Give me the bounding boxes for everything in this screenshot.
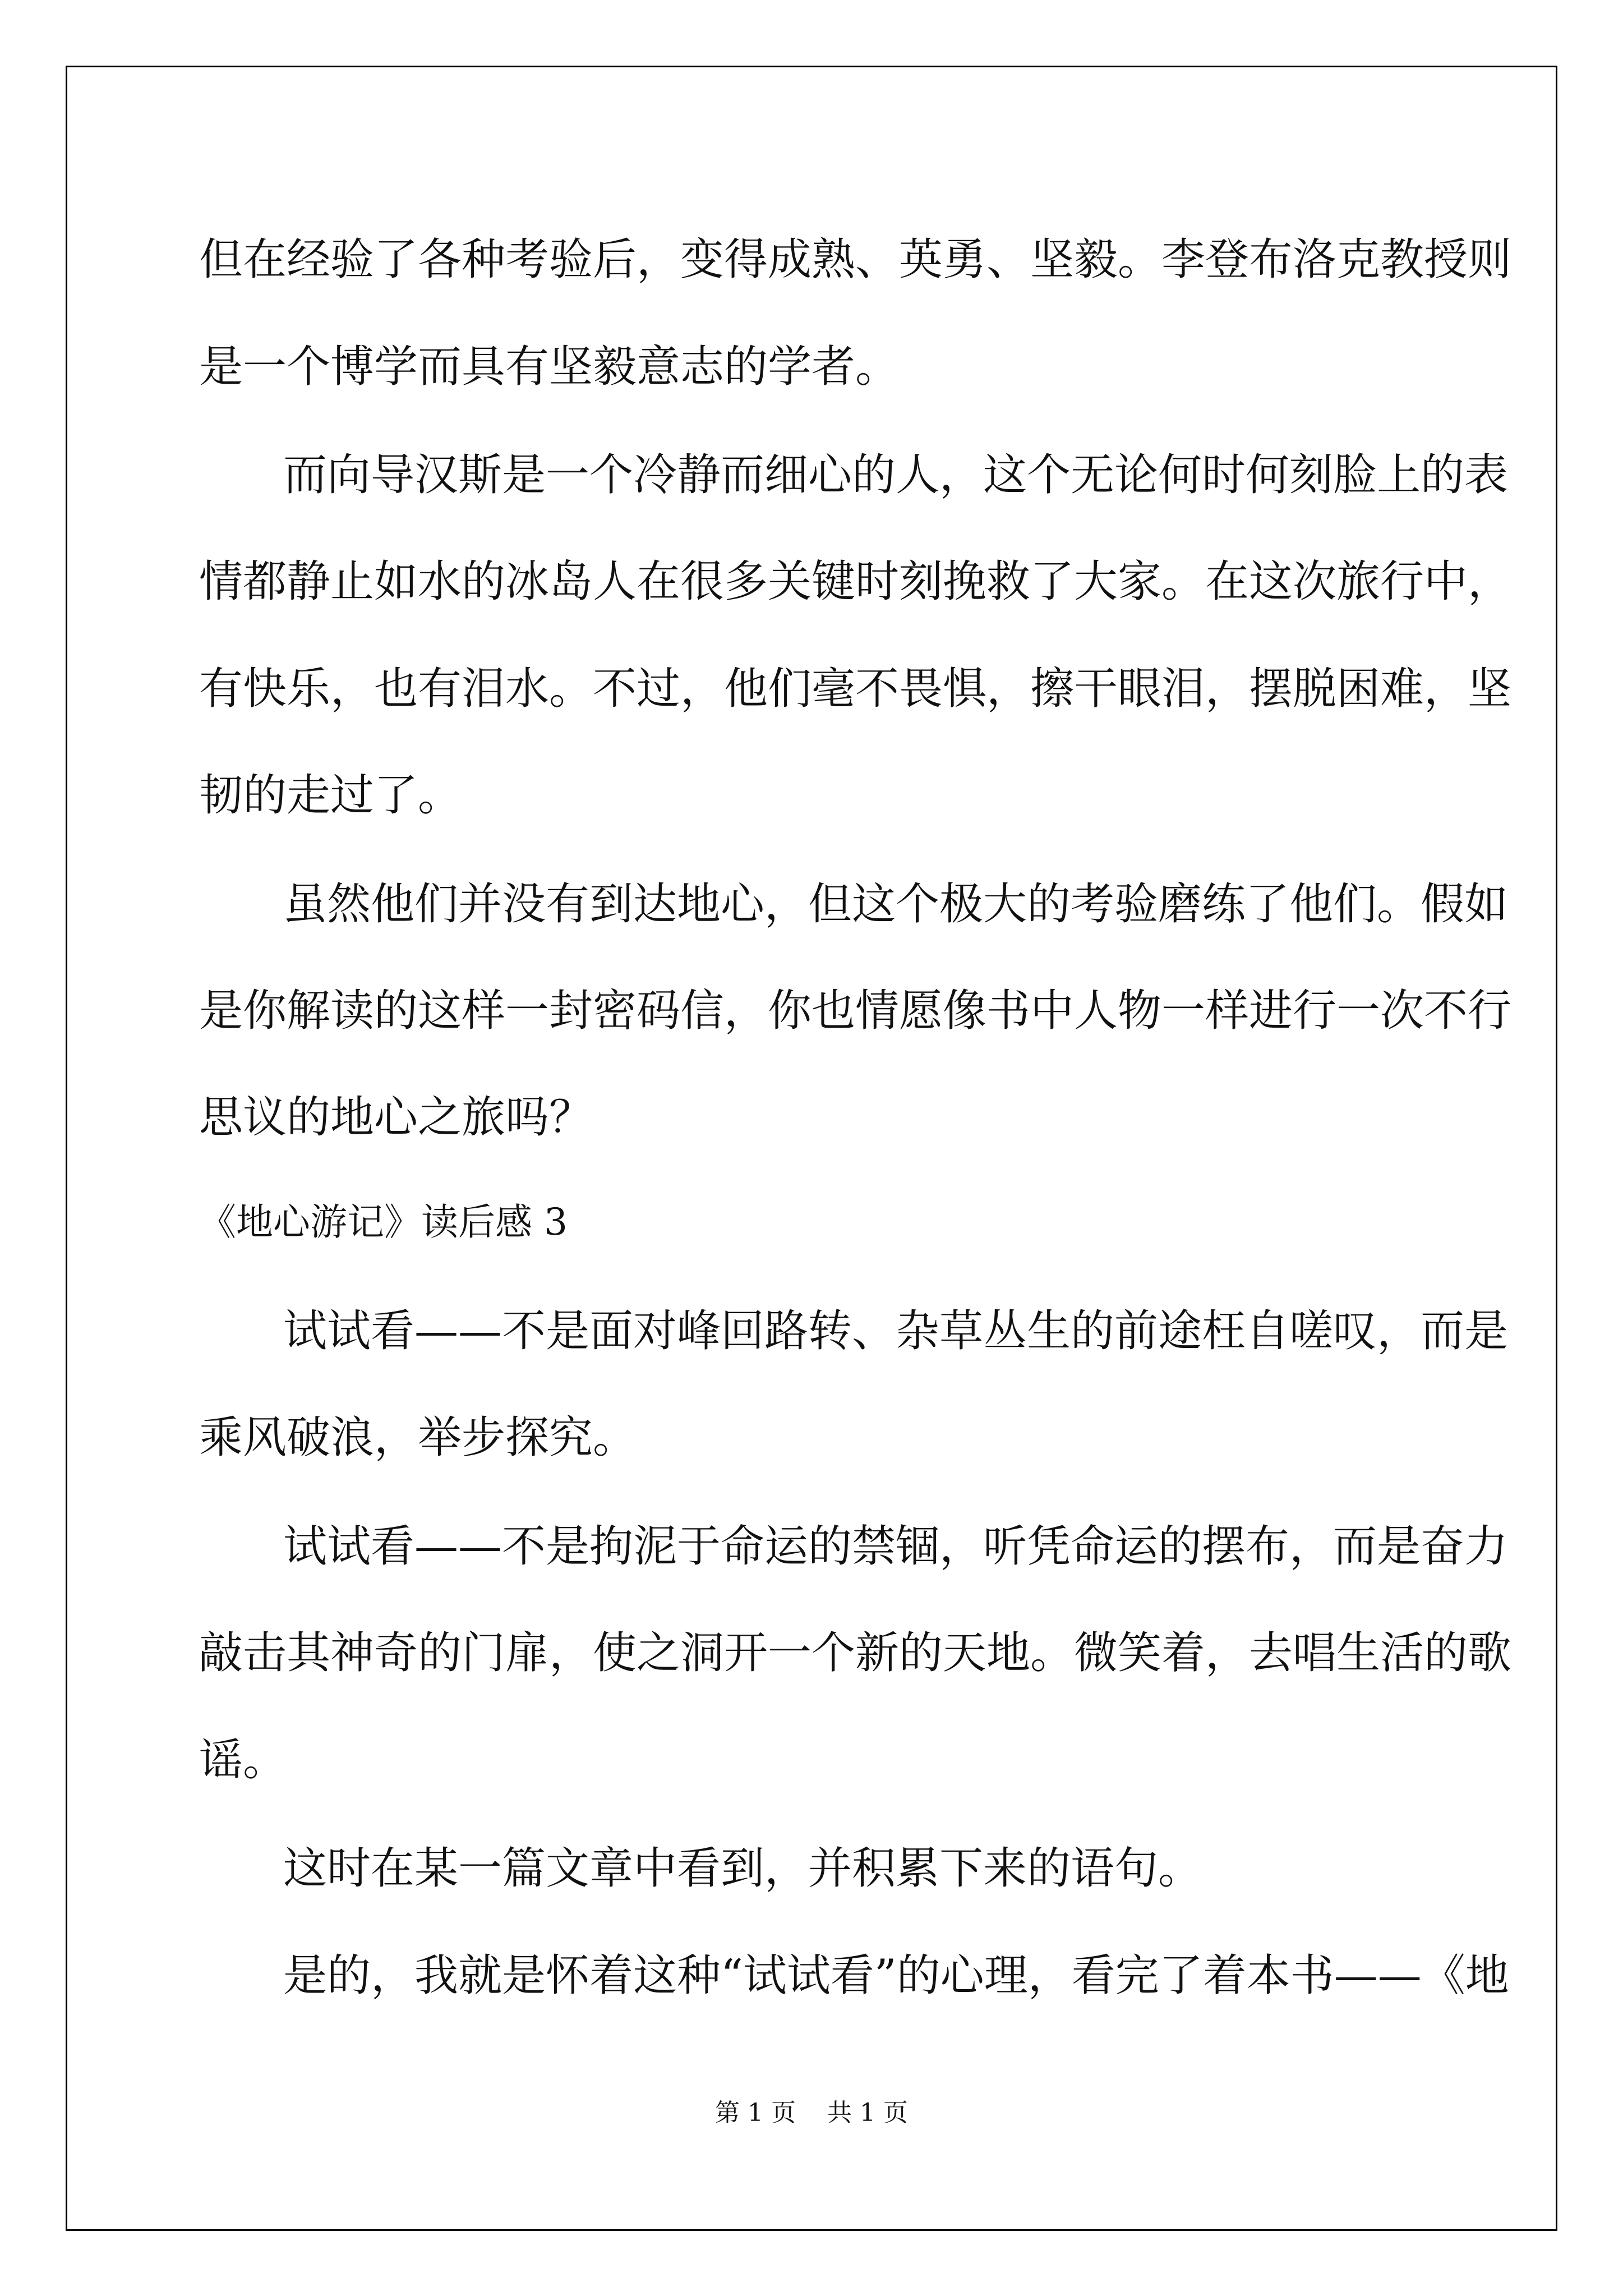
text-line: 但在经验了各种考验后，变得成熟、英勇、坚毅。李登布洛克教授则 (199, 234, 1512, 285)
text-line: 虽然他们并没有到达地心，但这个极大的考验磨练了他们。假如 (283, 879, 1509, 930)
text-line: 情都静止如水的冰岛人在很多关键时刻挽救了大家。在这次旅行中， (199, 556, 1512, 607)
text-line: 这时在某一篇文章中看到，并积累下来的语句。 (283, 1843, 1202, 1894)
text-line: 试试看——不是拘泥于命运的禁锢，听凭命运的摆布，而是奋力 (283, 1521, 1509, 1572)
text-line: 是一个博学而具有坚毅意志的学者。 (199, 342, 900, 392)
text-line: 敲击其神奇的门扉，使之洞开一个新的天地。微笑着，去唱生活的歌 (199, 1628, 1512, 1678)
text-line: 是你解读的这样一封密码信，你也情愿像书中人物一样进行一次不行 (199, 986, 1512, 1036)
text-line: 乘风破浪，举步探究。 (199, 1412, 637, 1463)
section-title: 《地心游记》读后感 3 (199, 1200, 568, 1244)
page-number-footer: 第 1 页 共 1 页 (715, 2099, 908, 2127)
text-line: 有快乐，也有泪水。不过，他们毫不畏惧，擦干眼泪，摆脱困难，坚 (199, 664, 1512, 714)
text-line: 而向导汉斯是一个冷静而细心的人，这个无论何时何刻脸上的表 (283, 450, 1509, 500)
text-line: 韧的走过了。 (199, 770, 462, 821)
text-line: 试试看——不是面对峰回路转、杂草丛生的前途枉自嗟叹，而是 (283, 1306, 1509, 1356)
text-line: 思议的地心之旅吗？ (199, 1092, 593, 1143)
text-line: 谣。 (199, 1735, 287, 1786)
text-line: 是的，我就是怀着这种“试试看”的心理，看完了着本书——《地 (283, 1950, 1509, 2001)
